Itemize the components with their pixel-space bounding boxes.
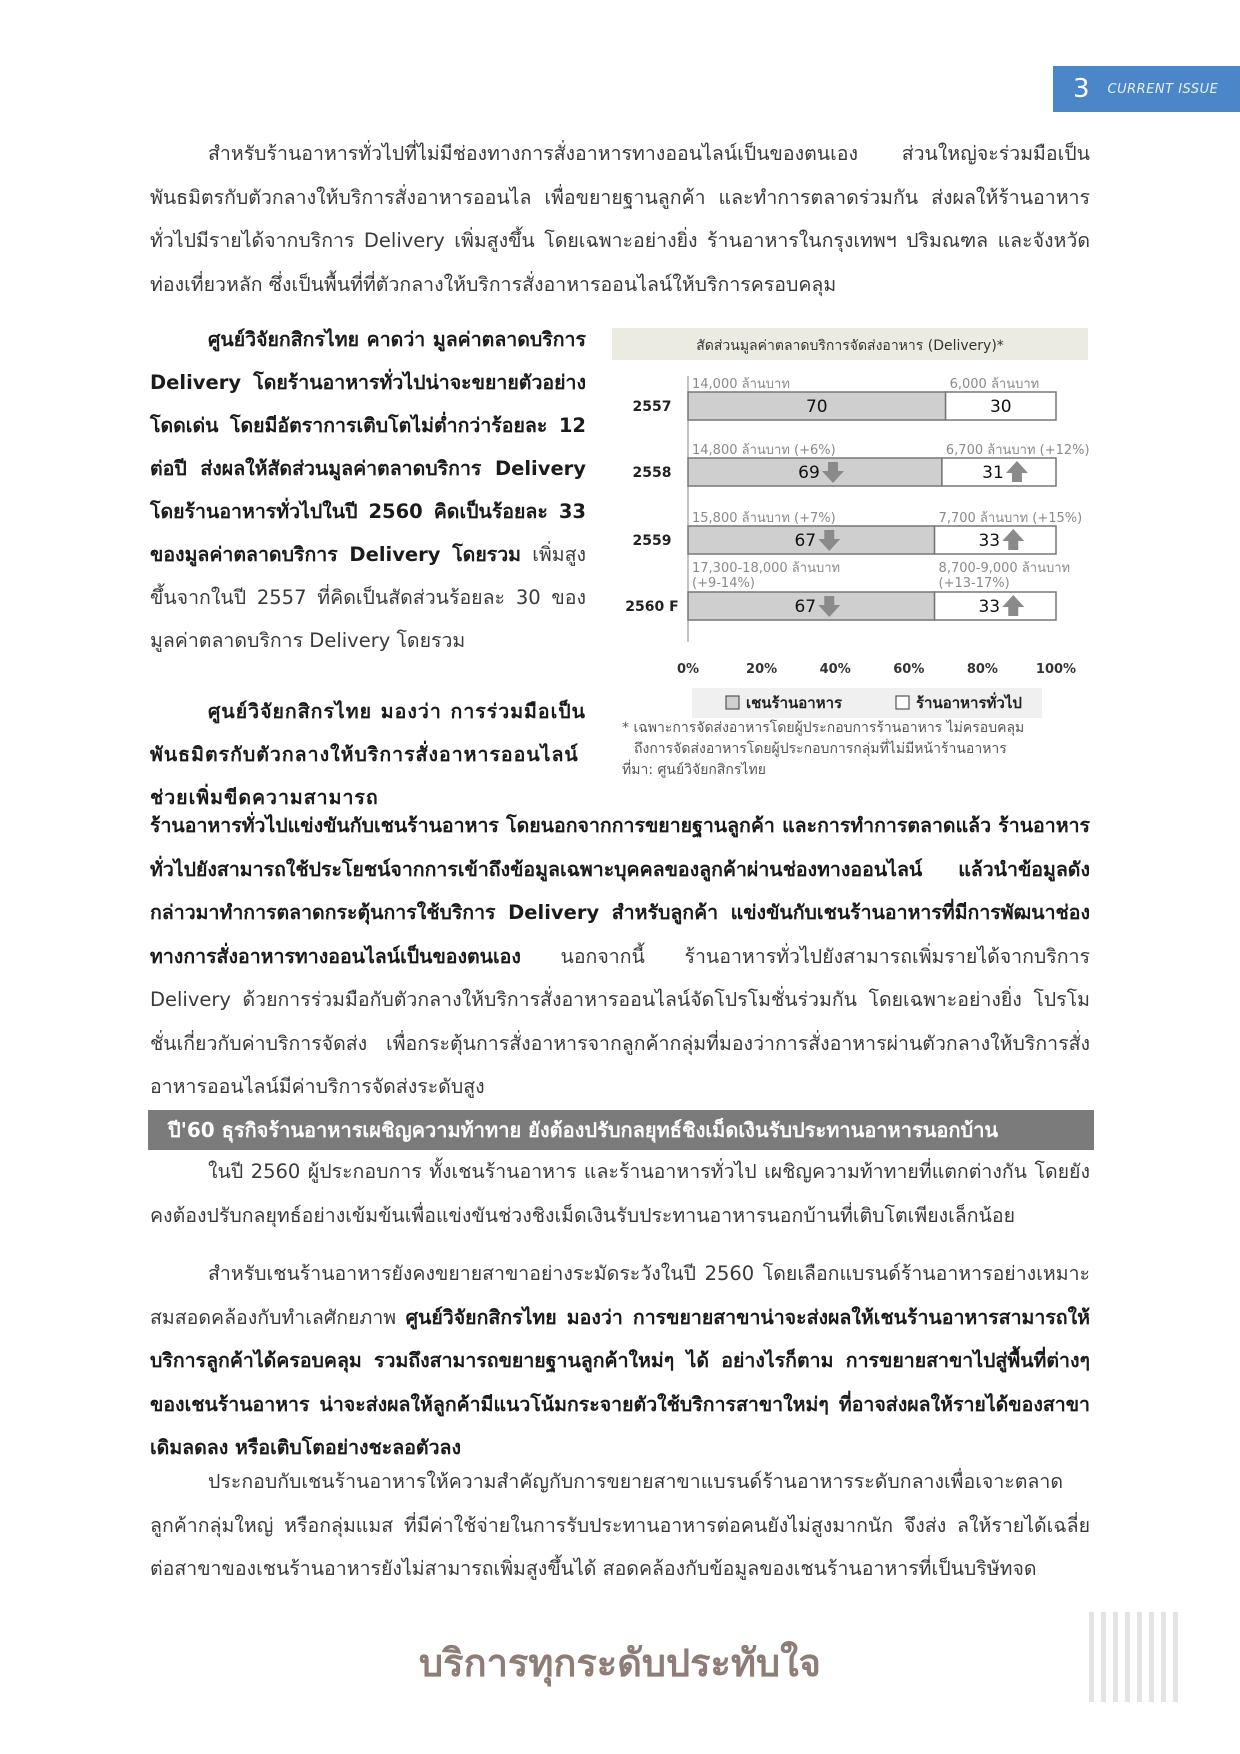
page-number: 3: [1073, 74, 1090, 104]
bar-annotation-growth: (+13-17%): [938, 576, 1010, 591]
bar-value-label: 30: [989, 397, 1012, 417]
paragraph-forecast: [150, 318, 586, 662]
bar-annotation: 17,300-18,000 ล้านบาท: [692, 561, 841, 576]
category-label: 2558: [632, 465, 672, 481]
x-tick-label: 40%: [819, 662, 851, 677]
paragraph-2560: ในปี 2560 ผู้ประกอบการ ทั้งเชนร้านอาหาร และร้านอาหารทั่วไป เผชิญความท้าทายที่แตกต่างกัน โดยยังคงต้องปรับกลยุทธ์อย่างเข้มข้นเพื่อแข่งขันช่วงชิงเม็ดเงินรับประทานอาหารนอกบ้านที่เติบโตเพียงเล็กน้อย: [150, 1160, 1090, 1227]
bar-value-label: 67: [794, 531, 817, 551]
chart-note-1: * เฉพาะการจัดส่งอาหารโดยผู้ประกอบการร้านอาหาร ไม่ครอบคลุม: [622, 720, 1025, 736]
bar-annotation: 7,700 ล้านบาท (+15%): [938, 511, 1083, 526]
chart-note-2: ถึงการจัดส่งอาหารโดยผู้ประกอบการกลุ่มที่ไม่มีหน้าร้านอาหาร: [634, 741, 1007, 757]
section-heading: [148, 1110, 1094, 1150]
category-label: 2559: [632, 533, 672, 549]
legend-swatch: [726, 696, 739, 709]
forecast-highlight: ศูนย์วิจัยกสิกรไทย คาดว่า มูลค่าตลาดบริการ Delivery โดยร้านอาหารทั่วไปน่าจะขยายตัวอย่างโดดเด่น โดยมีอัตราการเติบโตไม่ต่ำกว่าร้อยละ 12 ต่อปี ส่งผลให้สัดส่วนมูลค่าตลาดบริการ Delivery โดยร้านอาหารทั่วไปในปี 2560 คิดเป็นร้อยละ 33 ของมูลค่าตลาดบริการ Delivery โดยรวม: [150, 328, 586, 566]
bar-value-label: 31: [982, 463, 1004, 483]
legend-label: ร้านอาหารทั่วไป: [916, 694, 1022, 712]
footer-slogan: บริการทุกระดับประทับใจ: [419, 1640, 821, 1685]
section-label: CURRENT ISSUE: [1107, 81, 1219, 97]
forecast-text: เพิ่มสูงขึ้นจากในปี 2557 ที่คิดเป็นสัดส่วนร้อยละ 30 ของมูลค่าตลาดบริการ Delivery โดยรวม: [150, 543, 586, 652]
category-label: 2557: [632, 399, 672, 415]
chart-notes: [622, 718, 1092, 781]
chain-expansion-highlight: ศูนย์วิจัยกสิกรไทย มองว่า การขยายสาขาน่าจะส่งผลให้เชนร้านอาหารสามารถให้บริการลูกค้าได้ครอบคลุม รวมถึงสามารถขยายฐานลูกค้าใหม่ๆ ได้ อย่างไรก็ตาม การขยายสาขาไปสู่พื้นที่ต่างๆ ของเชนร้านอาหาร น่าจะส่งผลให้ลูกค้ามีแนวโน้มกระจายตัวใช้บริการสาขาใหม่ๆ ที่อาจส่งผลให้รายได้ของสาขาเดิมลดลง หรือเติบโตอย่างชะลอตัวลง: [150, 1305, 1090, 1459]
bar-annotation: 14,800 ล้านบาท (+6%): [692, 443, 836, 458]
x-tick-label: 80%: [966, 662, 998, 677]
paragraph-chain-expansion: [150, 1252, 1090, 1470]
bar-annotation: 6,700 ล้านบาท (+12%): [945, 443, 1090, 458]
x-tick-label: 60%: [893, 662, 925, 677]
partnership-text: นอกจากนี้ ร้านอาหารทั่วไปยังสามารถเพิ่มรายได้จากบริการ Delivery ด้วยการร่วมมือกับตัวกลางให้บริการสั่งอาหารออนไลน์จัดโปรโมชั่นร่วมกัน โดยเฉพาะอย่างยิ่ง โปรโมชั่นเกี่ยวกับค่าบริการจัดส่ง เพื่อกระตุ้นการสั่งอาหารจากลูกค้ากลุ่มที่มองว่าการสั่งอาหารผ่านตัวกลางให้บริการสั่งอาหารออนไลน์มีค่าบริการจัดส่งระดับสูง: [150, 944, 1090, 1098]
section-heading-text: ปี'60 ธุรกิจร้านอาหารเผชิญความท้าทาย ยังต้องปรับกลยุทธ์ชิงเม็ดเงินรับประทานอาหารนอกบ้าน: [168, 1118, 999, 1142]
partnership-highlight: ร้านอาหารทั่วไปแข่งขันกับเชนร้านอาหาร โดยนอกจากการขยายฐานลูกค้า และการทำการตลาดแล้ว ร้านอาหารทั่วไปยังสามารถใช้ประโยชน์จากการเข้าถึงข้อมูลเฉพาะบุคคลของลูกค้าผ่านช่องทางออนไลน์ แล้วนำข้อมูลดังกล่าวมาทำการตลาดกระตุ้นการใช้บริการ Delivery สำหรับลูกค้า แข่งขันกับเชนร้านอาหารที่มีการพัฒนาช่องทางการสั่งอาหารทางออนไลน์เป็นของตนเอง: [150, 814, 1090, 968]
bar-annotation-growth: (+9-14%): [692, 576, 755, 591]
bar-annotation: 6,000 ล้านบาท: [949, 377, 1040, 392]
chain-expansion-text: สำหรับเชนร้านอาหารยังคงขยายสาขาอย่างระมัดระวังในปี 2560 โดยเลือกแบรนด์ร้านอาหารอย่างเหมาะสมสอดคล้องกับทำเลศักยภาพ: [150, 1262, 1090, 1329]
bar-annotation: 15,800 ล้านบาท (+7%): [692, 511, 836, 526]
paragraph-partnership-lead: ศูนย์วิจัยกสิกรไทย มองว่า การร่วมมือเป็นพันธมิตรกับตัวกลางให้บริการสั่งอาหารออนไลน์ ช่วยเพิ่มขีดความสามารถ: [150, 700, 586, 809]
legend-label: เชนร้านอาหาร: [746, 694, 843, 712]
category-label: 2560 F: [625, 599, 679, 615]
paragraph-intro: สำหรับร้านอาหารทั่วไปที่ไม่มีช่องทางการสั่งอาหารทางออนไลน์เป็นของตนเอง ส่วนใหญ่จะร่วมมือเป็นพันธมิตรกับตัวกลางให้บริการสั่งอาหารออนไล เพื่อขยายฐานลูกค้า และทำการตลาดร่วมกัน ส่งผลให้ร้านอาหารทั่วไปมีรายได้จากบริการ Delivery เพิ่มสูงขึ้น โดยเฉพาะอย่างยิ่ง ร้านอาหารในกรุงเทพฯ ปริมณฑล และจังหวัดท่องเที่ยวหลัก ซึ่งเป็นพื้นที่ที่ตัวกลางให้บริการสั่งอาหารออนไลน์ให้บริการครอบคลุม: [150, 142, 1090, 296]
bar-value-label: 33: [978, 597, 1001, 617]
chart-source: ที่มา: ศูนย์วิจัยกสิกรไทย: [622, 762, 766, 778]
page-header-tab: [1053, 66, 1240, 112]
bar-annotation: 14,000 ล้านบาท: [692, 377, 790, 392]
bar-value-label: 33: [978, 531, 1001, 551]
paragraph-mid-tier: ประกอบกับเชนร้านอาหารให้ความสำคัญกับการขยายสาขาแบรนด์ร้านอาหารระดับกลางเพื่อเจาะตลาดลูกค้ากลุ่มใหญ่ หรือกลุ่มแมส ที่มีค่าใช้จ่ายในการรับประทานอาหารต่อคนยังไม่สูงมากนัก จึงส่ง ลให้รายได้เฉลี่ยต่อสาขาของเชนร้านอาหารยังไม่สามารถเพิ่มสูงขึ้นได้ สอดคล้องกับข้อมูลของเชนร้านอาหารที่เป็นบริษัทจด: [150, 1470, 1090, 1580]
x-tick-label: 0%: [676, 662, 700, 677]
chart-title: สัดส่วนมูลค่าตลาดบริการจัดส่งอาหาร (Delivery)*: [696, 338, 1004, 354]
bar-value-label: 69: [798, 463, 820, 483]
paragraph-partnership: [150, 804, 1090, 1109]
x-tick-label: 20%: [746, 662, 778, 677]
bar-value-label: 70: [805, 397, 828, 417]
x-tick-label: 100%: [1035, 662, 1077, 677]
bar-annotation: 8,700-9,000 ล้านบาท: [938, 561, 1071, 576]
legend-swatch: [896, 696, 909, 709]
bar-value-label: 67: [794, 597, 817, 617]
